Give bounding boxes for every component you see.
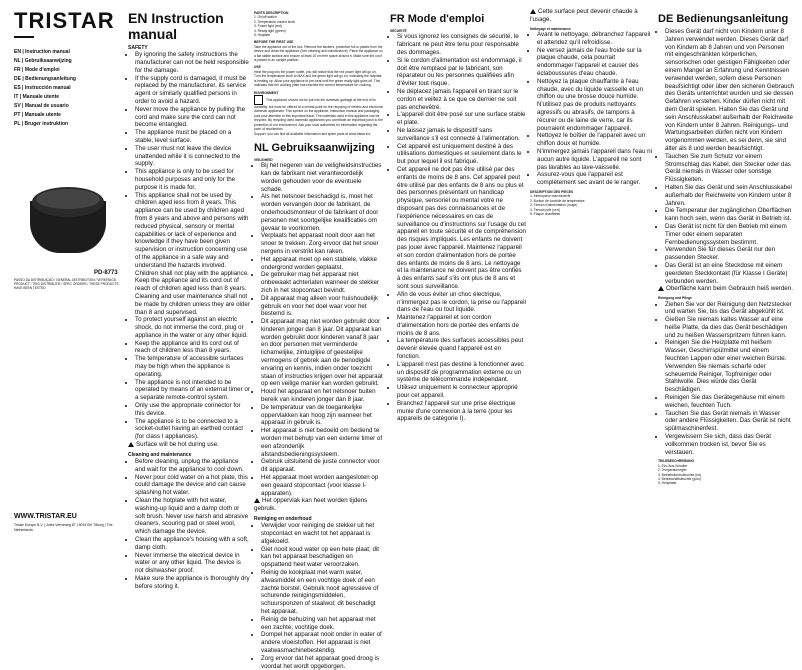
en-support: Support: you can find all available information and spare parts at www.tristar.eu!	[254, 132, 371, 137]
en-before-text: Take the appliance out of the box. Remove the stickers, protective foil or plastic from the device and clean the appliance (See cleaning and maintenance). Place the appliance on a flat stable surface and ensure at least 10 cm free space around it. Make sure the cord is placed in an upright position.	[254, 44, 383, 63]
en-nl-column	[254, 8, 384, 670]
list-item: • Ne déplacez jamais l'appareil en tirant sur le cordon et veillez à ce que ce dernier ne soit pas enchevêtré.	[397, 88, 526, 111]
nl-cleaning-list	[254, 522, 384, 670]
en-column	[128, 8, 250, 591]
company-address: Tristar Europe B.V. | Jules Verneweg 87 | 5015 BH Tilburg | The Netherlands	[14, 523, 113, 532]
list-item: • Verwijder voor reiniging de stekker uit het stopcontact en wacht tot het apparaat is afgekoeld.	[261, 522, 384, 545]
de-title: DE Bedienungsanleitung	[658, 13, 789, 25]
logo-underline	[14, 36, 34, 38]
de-column	[658, 8, 794, 486]
list-item: • The appliance must be placed on a stable, level surface.	[135, 129, 250, 145]
list-item: • Cet appareil est uniquement destiné à des utilisations domestiques et seulement dans le but pour lequel il est fabriqué.	[397, 143, 526, 166]
list-item: • Gießen Sie niemals kaltes Wasser auf eine heiße Platte, da dies das Gerät beschädigen und zu heißen Wasserspritzern führen kann.	[665, 316, 794, 339]
brand-logo: TRISTAR	[14, 8, 115, 33]
list-item: • If the supply cord is damaged, it must be replaced by the manufacturer, its service agent or similarly qualified persons in order to avoid a hazard.	[135, 75, 250, 106]
list-item: • Ne laissez jamais le dispositif sans surveillance s'il est connecté à l'alimentation.	[397, 127, 526, 143]
nl-title-text: Gebruiksaanwijzing	[271, 141, 375, 154]
en-env-text	[254, 95, 384, 131]
nl-cleaning-heading: Reiniging en onderhoud	[254, 516, 312, 523]
list-item: • Reinig de behuizing van het apparaat met een zachte, vochtige doek.	[261, 616, 384, 632]
list-item: • La température des surfaces accessibles peut devenir élevée quand l'appareil est en fonction.	[397, 337, 526, 360]
part-item: 5. Plaque chauffante	[530, 211, 561, 216]
list-item: • Never move the appliance by pulling the cord and make sure the cord can not become entangled.	[135, 106, 250, 129]
list-item: • Houd het apparaat en het netsnoer buiten bereik van kinderen jonger dan 8 jaar.	[261, 388, 384, 404]
part-item: 2. Temperaturregler	[658, 468, 687, 473]
en-parts-list	[254, 15, 384, 37]
list-item: • Clean the appliance’s housing with a soft, damp cloth.	[135, 536, 250, 552]
en-hot-surface	[128, 441, 250, 449]
list-item: • Cet appareil ne doit pas être utilisé par des enfants de moins de 8 ans. Cet appareil peut être utilisé par des enfants de 8 ans ou plus et des personnes présentant un handicap physique, sensoriel ou mental votre ne disposant pas des connaissances et de l'expérience nécessaires en cas de surveillance ou d'instructions sur l'usage du cet appareil en toute sécurité et de compréhension des risques impliqués. Les enfants ne doivent pas jouer avec l'appareil. Maintenez l'appareil et son cordon d'alimentation hors de portée des enfants de moins de 8 ans. Le nettoyage et la maintenance ne doivent pas être confiés à des enfants sauf s'ils ont plus de 8 ans et sont sous surveillance.	[397, 166, 526, 291]
en-use-heading: USE	[254, 65, 261, 70]
language-index	[14, 48, 122, 129]
list-item: • Nettoyez le boîtier de l'appareil avec un chiffon doux et humide.	[537, 132, 652, 148]
en-before-heading: BEFORE THE FIRST USE	[254, 40, 294, 45]
toc-item: PL | Bruger instruktion	[14, 121, 69, 127]
list-item: • The user must not leave the device unattended while it is connected to the supply.	[135, 145, 250, 168]
list-item: • The temperature of accessible surfaces may be high when the appliance is operating.	[135, 355, 250, 378]
list-item: • Verplaats het apparaat nooit door aan het snoer te trekken. Zorg ervoor dat het snoer nergens in verstrikt kan raken.	[261, 232, 384, 255]
de-title-text: Bedienungsanleitung	[676, 13, 789, 25]
en-use-text: Heat the plug into the power outlet, you will notice that the red power light will go on. Turn the temperature knob to MAX and the green light will go on, indicating the hotplate is heating up. Allow your appliance to pre-heat until the green ready light goes off. This indicates that the cooking plate has reached the correct temperature for cooking.	[254, 69, 382, 88]
warning-icon	[128, 442, 134, 447]
fr-cleaning-heading: Nettoyage et maintenance	[530, 26, 571, 31]
fr-parts-list	[530, 194, 652, 216]
part-item: 1. Ein-/Aus-Schalter	[658, 463, 688, 468]
list-item: • Reinigen Sie die Heizplatte mit heißem Wasser, Geschirrspülmittel und einem feuchten Lappen oder einer weichen Bürste. Verwenden Sie niemals scharfe oder scheuernde Reiniger, Topfreiniger oder Stahlwolle. Dies würde das Gerät beschädigen.	[665, 339, 794, 394]
fr-hot-surface	[530, 8, 652, 24]
list-item: • Het apparaat is niet bedoeld om bediend te worden met behulp van een externe timer of een afzonderlijk afstandsbedieningssysteem.	[261, 427, 384, 458]
list-item: • Never immerse the electrical device in water or any other liquid. The device is not dishwasher proof.	[135, 552, 250, 575]
list-item: • Giet nooit koud water op een hete plaat; dit kan het apparaat beschadigen en opspattend heet water veroorzaken.	[261, 546, 384, 569]
list-item: • Branchez l'appareil sur une prise électrique munie d'une connexion à la terre (pour les appareils de catégorie I).	[397, 400, 526, 423]
list-item: • Dieses Gerät darf nicht von Kindern unter 8 Jahren verwendet werden. Dieses Gerät darf von Kindern ab 8 Jahren und von Personen mit eingeschränkten körperlichen, sensorischen oder geistigen Fähigkeiten oder einem Mangel an Erfahrung und Kenntnissen verwendet werden, sofern diese Personen beaufsichtigt oder über den sicheren Gebrauch des Geräts unterrichtet wurden und sie dessen Gefahren verstehen. Kinder dürfen nicht mit dem Gerät spielen. Halten Sie das Gerät und sein Anschlusskabel außerhalb der Reichweite von Kindern unter 8 Jahren. Reinigungs- und Wartungsarbeiten dürfen nicht von Kindern vorgenommen werden, es sei denn, sie sind älter als 8 und werden beaufsichtigt.	[665, 28, 794, 153]
list-item: • Assurez-vous que l'appareil est complètement sec avant de le ranger.	[537, 171, 652, 187]
nl-safety-list	[254, 162, 384, 497]
part-item: 5. Hotplate	[254, 33, 270, 38]
list-item: • Tauchen Sie das Gerät niemals in Wasser oder andere Flüssigkeiten. Das Gerät ist nicht spülmaschinenfest.	[665, 410, 794, 433]
toc-item: FR | Mode d'emploi	[14, 67, 60, 73]
list-item: • Before cleaning, unplug the appliance and wait for the appliance to cool down.	[135, 458, 250, 474]
de-safety-list	[658, 28, 794, 285]
en-safety-list	[128, 51, 250, 441]
part-item: 1. Interrupteur marche/arrêt	[530, 194, 571, 199]
part-item: 4. Ready light (green)	[254, 28, 286, 33]
list-item: • Keep the appliance and its cord out of reach of children less than 8 years.	[135, 340, 250, 356]
warning-icon	[530, 9, 536, 14]
legal-text: PASSO DA DISTRIBUIÇÃO / GENERAL DISTRIBUTION / VEREENIGD PRODUCT / TRIG DISTRIBUTIE / SPEC ORDERS / THESE PRODUCTS HAVE BEEN TESTED	[14, 278, 119, 290]
list-item: • Make sure the appliance is thoroughly dry before storing it.	[135, 575, 250, 591]
de-cleaning-heading: Reinigung und Pflege	[658, 296, 692, 301]
part-item: 2. Bouton de contrôle de température	[530, 198, 585, 203]
part-item: 3. Power light (red)	[254, 24, 282, 29]
list-item: • Afin de vous éviter un choc électrique, n'immergez pas le cordon, la prise ou l'appareil dans de l'eau ou tout liquide.	[397, 291, 526, 314]
nl-hot-surface	[254, 497, 384, 513]
de-hot-surface	[658, 285, 794, 293]
list-item: • Het apparaat moet worden aangesloten op een geaard stopcontact (voor klasse I-apparaten).	[261, 474, 384, 497]
list-item: • Dit apparaat mag alleen voor huishoudelijk gebruik en voor het doel waar voor het bestemd is.	[261, 295, 384, 318]
list-item: • Utilisez uniquement le connecteur approprié pour cet appareil.	[397, 384, 526, 400]
list-item: • By ignoring the safety instructions the manufacturer can not be held responsible for the damage.	[135, 51, 250, 74]
list-item: • N'immergez jamais l'appareil dans l'eau ni aucun autre liquide. L'appareil ne sont pas lavables au lave-vaisselle.	[537, 148, 652, 171]
fr-cleaning-list	[530, 31, 652, 187]
en-title-text: Instruction manual	[128, 10, 224, 42]
list-item: • Nettoyez la plaque chauffante à l'eau chaude, avec du liquide vaisselle et un chiffon ou une brosse douce humide. N'utilisez pas de produits nettoyants agressifs ou abrasifs, de tampons à récurer ou de laine de verre, car ils pourraient endommager l'appareil.	[537, 78, 652, 133]
list-item: • Het apparaat moet op een stabiele, vlakke ondergrond worden geplaatst.	[261, 256, 384, 272]
list-item: • Die Temperatur der zugänglichen Oberflächen kann hoch sein, wenn das Gerät in Betrieb ist.	[665, 207, 794, 223]
fr-safety-list	[390, 33, 526, 423]
cover-column	[14, 8, 122, 568]
toc-item: ES | Instrucción manual	[14, 85, 71, 91]
fr-column	[390, 8, 526, 423]
list-item: • Dit apparaat mag niet worden gebruikt door kinderen jonger dan 8 jaar. Dit apparaat kan worden gebruikt door kinderen vanaf 8 jaar en door personen met verminderde lichamelijke, zintuiglijke of geestelijke vermogens of gebrek aan de benodigde ervaring en kennis, indien onder toezicht staan of instructies krijgen over het apparaat op een veilige manier kan worden gebruikt.	[261, 318, 384, 388]
toc-item: PT | Manuale utente	[14, 112, 61, 118]
part-item: 2. Temperature control knob	[254, 19, 295, 24]
list-item: • Never pour cold water on a hot plate, this could damage the device and can cause splashing hot water.	[135, 474, 250, 497]
nl-hot-surface-text: Het oppervlak kan heet worden tijdens gebruik.	[254, 497, 368, 513]
toc-item: IT | Manuale utente	[14, 94, 60, 100]
part-item: 4. Bereitschaftsleuchte (grün)	[658, 477, 702, 482]
list-item: • Maintenez l'appareil et son cordon d'alimentation hors de portée des enfants de moins de 8 ans.	[397, 314, 526, 337]
warning-icon	[254, 498, 260, 503]
product-image	[26, 183, 112, 263]
list-item: • Vergewissern Sie sich, dass das Gerät vollkommen trocken ist, bevor Sie es verstauen.	[665, 433, 794, 456]
toc-item: DE | Bedienungsanleitung	[14, 76, 76, 82]
list-item: • Zorg ervoor dat het apparaat goed droog is voordat het wordt opgeborgen.	[261, 655, 384, 670]
list-item: • Clean the hotplate with hot water, washing-up liquid and a damp cloth or soft brush. Never use harsh and abrasive cleaners, scouring pad or steel wool, which damage the device.	[135, 497, 250, 536]
device-hotplate	[36, 189, 100, 209]
list-item: • Tauchen Sie zum Schutz vor einem Stromschlag das Kabel, den Stecker oder das Gerät niemals in Wasser oder sonstige Flüssigkeiten.	[665, 153, 794, 184]
list-item: • Bij het negeren van de veiligheidsinstructies kan de fabrikant niet verantwoordelijk worden gehouden voor de eventuele schade.	[261, 162, 384, 193]
list-item: • De gebruiker mag het apparaat niet onbewaakt achterlaten wanneer de stekker zich in het stopcontact bevindt.	[261, 271, 384, 294]
en-env-heading: ENVIRONMENT	[254, 90, 279, 95]
fr-parts-heading: DESCRIPTION DES PIÈCES	[530, 189, 574, 194]
part-item: 3. Betriebskontrolleuchte (rot)	[658, 472, 702, 477]
list-item: • L'appareil n'est pas destiné à fonctionner avec un dispositif de programmation externe ou un système de télécommande indépendant.	[397, 361, 526, 384]
list-item: • Si le cordon d'alimentation est endommagé, il doit être remplacé par le fabricant, son réparateur ou les personnes qualifiées afin d'éviter tout risque.	[397, 57, 526, 88]
toc-item: EN | Instruction manual	[14, 49, 70, 55]
fr-cont-column	[530, 8, 652, 216]
nl-title: NL Gebruiksaanwijzing	[254, 141, 375, 154]
toc-item: SV | Manual de usuario	[14, 103, 69, 109]
list-item: • De temperatuur van de toegankelijke oppervlakken kan hoog zijn wanneer het apparaat in gebruik is.	[261, 404, 384, 427]
de-parts-list	[658, 464, 794, 486]
part-item: 4. Témoin prêt (vert)	[530, 207, 560, 212]
list-item: • To protect yourself against an electric shock, do not immerse the cord, plug or appliance in the water or any other liquid.	[135, 316, 250, 339]
list-item: • Ziehen Sie vor der Reinigung den Netzstecker und warten Sie, bis das Gerät abgekühlt ist.	[665, 301, 794, 317]
list-item: • The appliance is to be connected to a socket-outlet having an earthed contact (for class I appliances).	[135, 418, 250, 441]
de-parts-heading: TEILEBESCHREIBUNG	[658, 459, 695, 464]
list-item: • Reinigen Sie das Gerätegehäuse mit einem weichen, feuchten Tuch.	[665, 394, 794, 410]
en-cleaning-list	[128, 458, 250, 591]
en-hot-surface-text: Surface will be hot during use.	[136, 441, 219, 449]
list-item: • Reinig de kookplaat met warm water, afwasmiddel en een vochtige doek of een zachte borstel. Gebruik nooit agressieve of schurende reinigingsmiddelen, schuursponzen of staalwol; dit beschadigt het apparaat.	[261, 569, 384, 616]
list-item: • This appliance is only to be used for household purposes and only for the purpose it is made for.	[135, 168, 250, 191]
de-cleaning-list	[658, 301, 794, 457]
fr-title-text: Mode d'emploi	[407, 13, 485, 25]
fr-title: FR Mode d'emploi	[390, 13, 485, 25]
list-item: • Avant le nettoyage, débranchez l'appareil et attendez qu'il refroidisse.	[537, 31, 652, 47]
fr-safety-heading: SÉCURITÉ	[390, 29, 407, 33]
en-title: EN Instruction manual	[128, 10, 224, 42]
list-item: • Das Gerät ist an eine Steckdose mit einem geerdeten Steckkontakt (für Klasse I Geräte) verbunden werden.	[665, 262, 794, 285]
de-hot-surface-text: Oberfläche kann beim Gebrauch heiß werden.	[666, 285, 793, 293]
list-item: • Only use the appropriate connector for this device.	[135, 402, 250, 418]
en-parts-heading: PARTS DESCRIPTION	[254, 11, 289, 15]
nl-safety-heading: VEILIGHEID	[254, 157, 273, 162]
website-url: WWW.TRISTAR.EU	[14, 513, 77, 520]
fr-hot-surface-text: Cette surface peut devenir chaude à l'usage.	[530, 8, 638, 23]
list-item: • The appliance is not intended to be operated by means of an external timer or a separate remote-control system.	[135, 379, 250, 402]
list-item: • Gebruik uitsluitend de juiste connector voor dit apparaat.	[261, 458, 384, 474]
model-number: PD-8773	[94, 270, 118, 276]
list-item: • Das Gerät ist nicht für den Betrieb mit einem Timer oder einem separaten Fernbedienungssystem bestimmt.	[665, 223, 794, 246]
en-cleaning-heading: Cleaning and maintenance	[128, 451, 192, 458]
list-item: • Si vous ignorez les consignes de sécurité, le fabricant ne peut être tenu pour responsable des dommages.	[397, 33, 526, 56]
list-item: • Verwenden Sie für dieses Gerät nur den passenden Stecker.	[665, 246, 794, 262]
list-item: • Als het netsnoer beschadigd is, moet het worden vervangen door de fabrikant, de onderhoudsmonteur of de fabrikant of door personen met soortgelijke kwalificaties om gevaar te voorkomen.	[261, 193, 384, 232]
warning-icon	[658, 286, 664, 291]
list-item: • L'appareil doit être posé sur une surface stable et plate.	[397, 111, 526, 127]
list-item: • This appliance shall not be used by children aged less from 8 years. This appliance can be used by children aged from 8 years and above and persons with reduced physical, sensory or mental capabilities or lack of experience and knowledge if they have been given supervision or instruction concerning use of the appliance in a safe way and understand the hazards involved. Children shall not play with the appliance. Keep the appliance and its cord out of reach of children aged less than 8 years. Cleaning and user maintenance shall not be made by children unless they are older than 8 and supervised.	[135, 192, 250, 317]
list-item: • Ne versez jamais de l'eau froide sur la plaque chaude, cela pourrait endommager l'appareil et causer des éclaboussures d'eau chaude.	[537, 47, 652, 78]
en-env-body: This appliance should not be put into the domestic garbage at the end of its durability, but must be offered at a central point for the recycling of electric and electronic domestic appliances. This symbol on the appliance, instruction manual and packaging puts your attention to this important issue. The materials used in this appliance can be recycled. By recycling used domestic appliances you contribute an important push to the protection of our environment. Ask your local authorities for information regarding the point of recollection.	[254, 97, 384, 131]
list-item: • Halten Sie das Gerät und sein Anschlusskabel außerhalb der Reichweite von Kindern unter 8 Jahren.	[665, 184, 794, 207]
list-item: • Dompel het apparaat nooit onder in water of andere vloeistoffen. Het apparaat is niet vaatwasmachinebestendig.	[261, 631, 384, 654]
part-item: 3. Témoin d'alimentation (rouge)	[530, 203, 578, 208]
part-item: 1. On/off switch	[254, 15, 277, 20]
part-item: 5. Heizplatte	[658, 481, 677, 486]
toc-item: NL | Gebruiksaanwijzing	[14, 58, 72, 64]
en-safety-heading: SAFETY	[128, 45, 148, 51]
recycle-bin-icon	[254, 95, 263, 105]
